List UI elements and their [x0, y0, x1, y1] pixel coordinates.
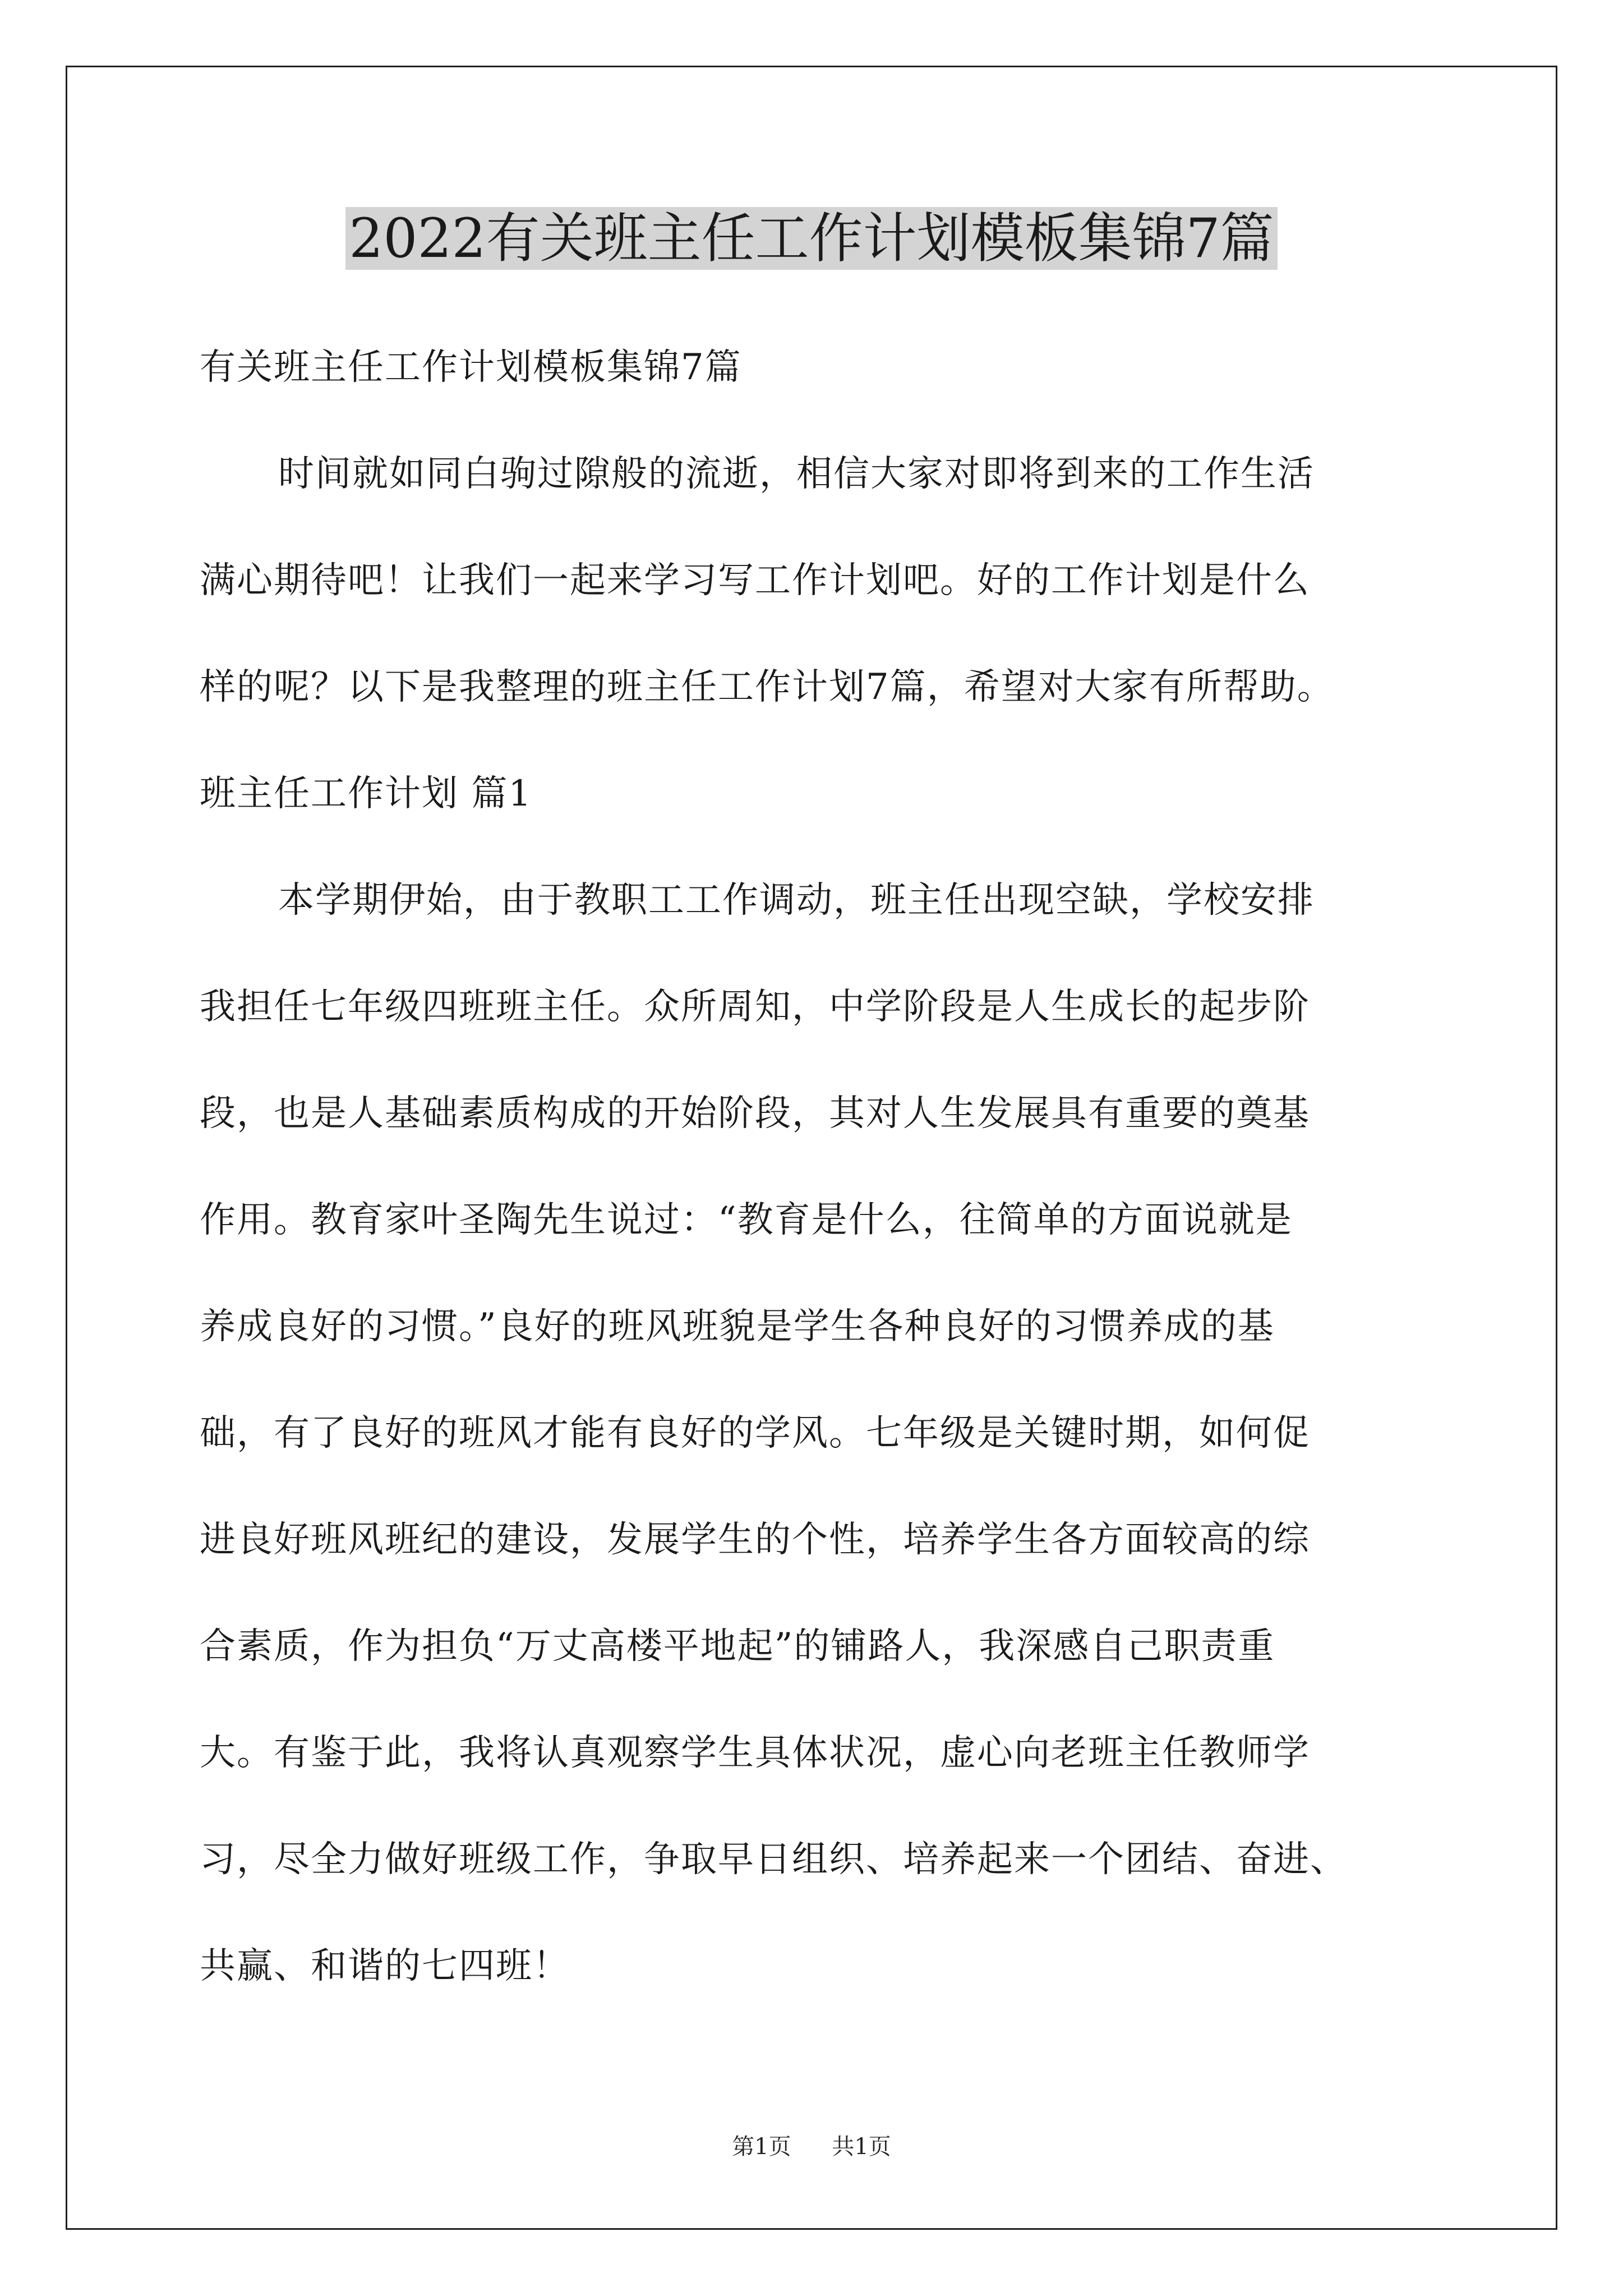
section-heading: 班主任工作计划 篇1	[200, 773, 533, 815]
page-number-current: 第1页	[732, 2134, 791, 2160]
body-line: 进良好班风班纪的建设，发展学生的个性，培养学生各方面较高的综	[200, 1519, 1310, 1561]
body-line: 础，有了良好的班风才能有良好的学风。七年级是关键时期，如何促	[200, 1412, 1310, 1454]
body-line: 大。有鉴于此，我将认真观察学生具体状况，虚心向老班主任教师学	[200, 1732, 1310, 1774]
body-line: 有关班主任工作计划模板集锦7篇	[200, 347, 742, 388]
body-line: 时间就如同白驹过隙般的流逝，相信大家对即将到来的工作生活	[278, 453, 1315, 495]
body-line: 习，尽全力做好班级工作，争取早日组织、培养起来一个团结、奋进、	[200, 1839, 1347, 1880]
page-number-total: 共1页	[832, 2134, 891, 2160]
page-footer	[0, 2129, 1623, 2161]
body-line: 段，也是人基础素质构成的开始阶段，其对人生发展具有重要的奠基	[200, 1093, 1310, 1134]
body-line: 样的呢？以下是我整理的班主任工作计划7篇，希望对大家有所帮助。	[200, 666, 1334, 708]
document-title-text: 2022有关班主任工作计划模板集锦7篇	[345, 207, 1277, 270]
body-line: 作用。教育家叶圣陶先生说过：“教育是什么，往简单的方面说就是	[200, 1199, 1293, 1241]
body-line: 满心期待吧！让我们一起来学习写工作计划吧。好的工作计划是什么	[200, 560, 1310, 601]
body-line: 共赢、和谐的七四班！	[200, 1945, 570, 1987]
document-title	[0, 202, 1623, 275]
body-line: 本学期伊始，由于教职工工作调动，班主任出现空缺，学校安排	[278, 880, 1315, 921]
body-line: 我担任七年级四班班主任。众所周知，中学阶段是人生成长的起步阶	[200, 986, 1310, 1028]
body-line: 养成良好的习惯。”良好的班风班貌是学生各种良好的习惯养成的基	[200, 1306, 1275, 1347]
body-line: 合素质，作为担负“万丈高楼平地起”的铺路人，我深感自己职责重	[200, 1626, 1275, 1667]
document-body	[200, 314, 1461, 2019]
